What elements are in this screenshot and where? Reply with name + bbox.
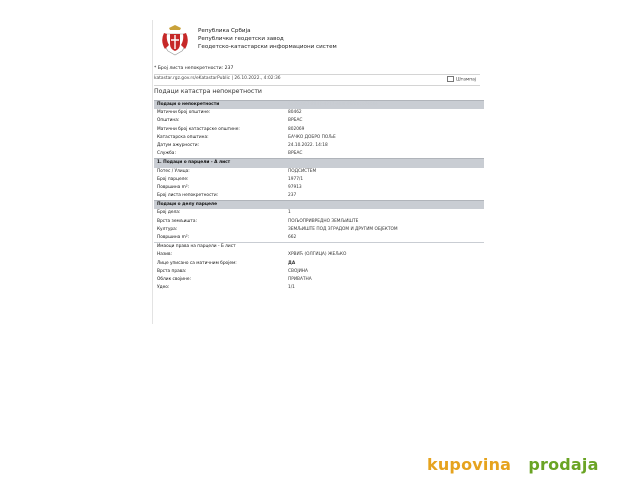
- print-label: Штампај: [455, 77, 476, 83]
- row-label: Општина:: [157, 118, 180, 124]
- divider: [154, 85, 480, 86]
- row-label: Удео:: [157, 285, 170, 291]
- subsection-header: [154, 242, 484, 251]
- row-value: ПРИВАТНА: [288, 276, 312, 282]
- document-page: [152, 20, 486, 324]
- table-row: [154, 150, 484, 158]
- row-value: 97913: [288, 184, 302, 190]
- row-value: 802069: [288, 126, 305, 132]
- table-row: [154, 276, 484, 284]
- table-row: [154, 218, 484, 226]
- row-value: 1/1: [288, 285, 295, 291]
- url-row: [154, 76, 478, 85]
- page-title: Подаци катастра непокретности: [154, 88, 262, 95]
- divider: [154, 74, 480, 75]
- institution-line: Републички геодетски завод: [198, 36, 284, 42]
- table-row: [154, 117, 484, 125]
- row-value: 80462: [288, 110, 302, 116]
- row-value: 24.10.2022. 14:18: [288, 142, 328, 148]
- row-value: 1977/1: [288, 176, 304, 182]
- row-label: Број листа непокретности:: [157, 193, 219, 199]
- row-label: Врста права:: [157, 268, 187, 274]
- row-label: Култура:: [157, 226, 178, 232]
- table-row: [154, 126, 484, 134]
- row-label: Катастарска општина:: [157, 134, 209, 140]
- row-label: 1. Подаци о парцели - А лист: [157, 160, 231, 166]
- table-row: [154, 226, 484, 234]
- section-header: [154, 200, 484, 209]
- table-row: [154, 192, 484, 200]
- row-label: Број парцеле:: [157, 176, 189, 182]
- row-value: ХРВИЋ (ОЛГИЦА) ЖЕЉКО: [288, 252, 347, 258]
- table-row: [154, 284, 484, 292]
- table-row: [154, 184, 484, 192]
- table-row: [154, 134, 484, 142]
- row-label: Подаци о делу парцеле: [157, 202, 217, 208]
- page-edge: [152, 20, 153, 324]
- row-label: Потес / Улица:: [157, 168, 190, 174]
- list-number-label: * Број листа непокретности: 237: [154, 66, 234, 71]
- table-row: [154, 234, 484, 242]
- row-value: ДА: [288, 260, 296, 266]
- watermark-separator: |: [516, 455, 523, 474]
- watermark-part2: prodaja: [528, 455, 599, 474]
- row-label: Површина m²:: [157, 184, 190, 190]
- institution-line: Геодетско-катастарски информациони систем: [198, 44, 337, 50]
- row-value: ЗЕМЉИШТЕ ПОД ЗГРАДОМ И ДРУГИМ ОБЈЕКТОМ: [288, 226, 398, 232]
- printer-icon: [447, 76, 454, 82]
- table-row: [154, 109, 484, 117]
- table-row: [154, 168, 484, 176]
- row-label: Лице уписано са матичним бројем:: [157, 260, 237, 266]
- row-value: СВОЈИНА: [288, 268, 308, 274]
- table-row: [154, 268, 484, 276]
- institution-line: Република Србија: [198, 28, 251, 34]
- section-header: [154, 158, 484, 167]
- watermark-logo: [427, 455, 599, 474]
- row-label: Површина m²:: [157, 235, 190, 240]
- print-button[interactable]: [447, 76, 476, 83]
- row-label: Назив:: [157, 252, 172, 258]
- table-row: [154, 209, 484, 217]
- section-header: [154, 100, 484, 109]
- row-value: ВРБАС: [288, 151, 303, 157]
- row-value: ВРБАС: [288, 118, 303, 124]
- row-label: Подаци о непокретности: [157, 102, 220, 107]
- source-url: katastar.rgz.gov.rs/eKatastarPublic | 26.10.2022., 4:02:36: [154, 76, 281, 81]
- serbian-coat-of-arms-icon: [162, 25, 188, 57]
- watermark-part1: kupovina: [427, 455, 512, 474]
- table-row: [154, 142, 484, 150]
- row-label: Матични број катастарске општине:: [157, 126, 240, 132]
- row-label: Служба:: [157, 151, 176, 157]
- table-row: [154, 251, 484, 259]
- table-row: [154, 176, 484, 184]
- row-value: 662: [288, 235, 297, 240]
- row-label: Матични број општине:: [157, 110, 211, 116]
- row-value: 6b26c067-8847-4217-ab4f-96f0bcb7ebbe: [288, 102, 378, 107]
- row-label: Врста земљишта:: [157, 218, 197, 224]
- row-value: 1: [288, 210, 291, 216]
- row-value: ПОЉОПРИВРЕДНО ЗЕМЉИШТЕ: [288, 218, 359, 224]
- institution-text: [198, 27, 337, 51]
- row-label: Датум ажурности:: [157, 142, 199, 148]
- row-value: ПОДСИСТЕМ: [288, 168, 317, 174]
- property-data-table: [154, 100, 484, 292]
- table-row: [154, 260, 484, 268]
- row-value: БАЧКО ДОБРО ПОЉЕ: [288, 134, 336, 140]
- row-label: Број дела:: [157, 210, 181, 216]
- row-label: Облик својине:: [157, 276, 191, 282]
- document-header: [162, 25, 482, 61]
- row-value: 237: [288, 193, 297, 199]
- row-label: Имаоци права на парцели - Б лист: [157, 244, 236, 250]
